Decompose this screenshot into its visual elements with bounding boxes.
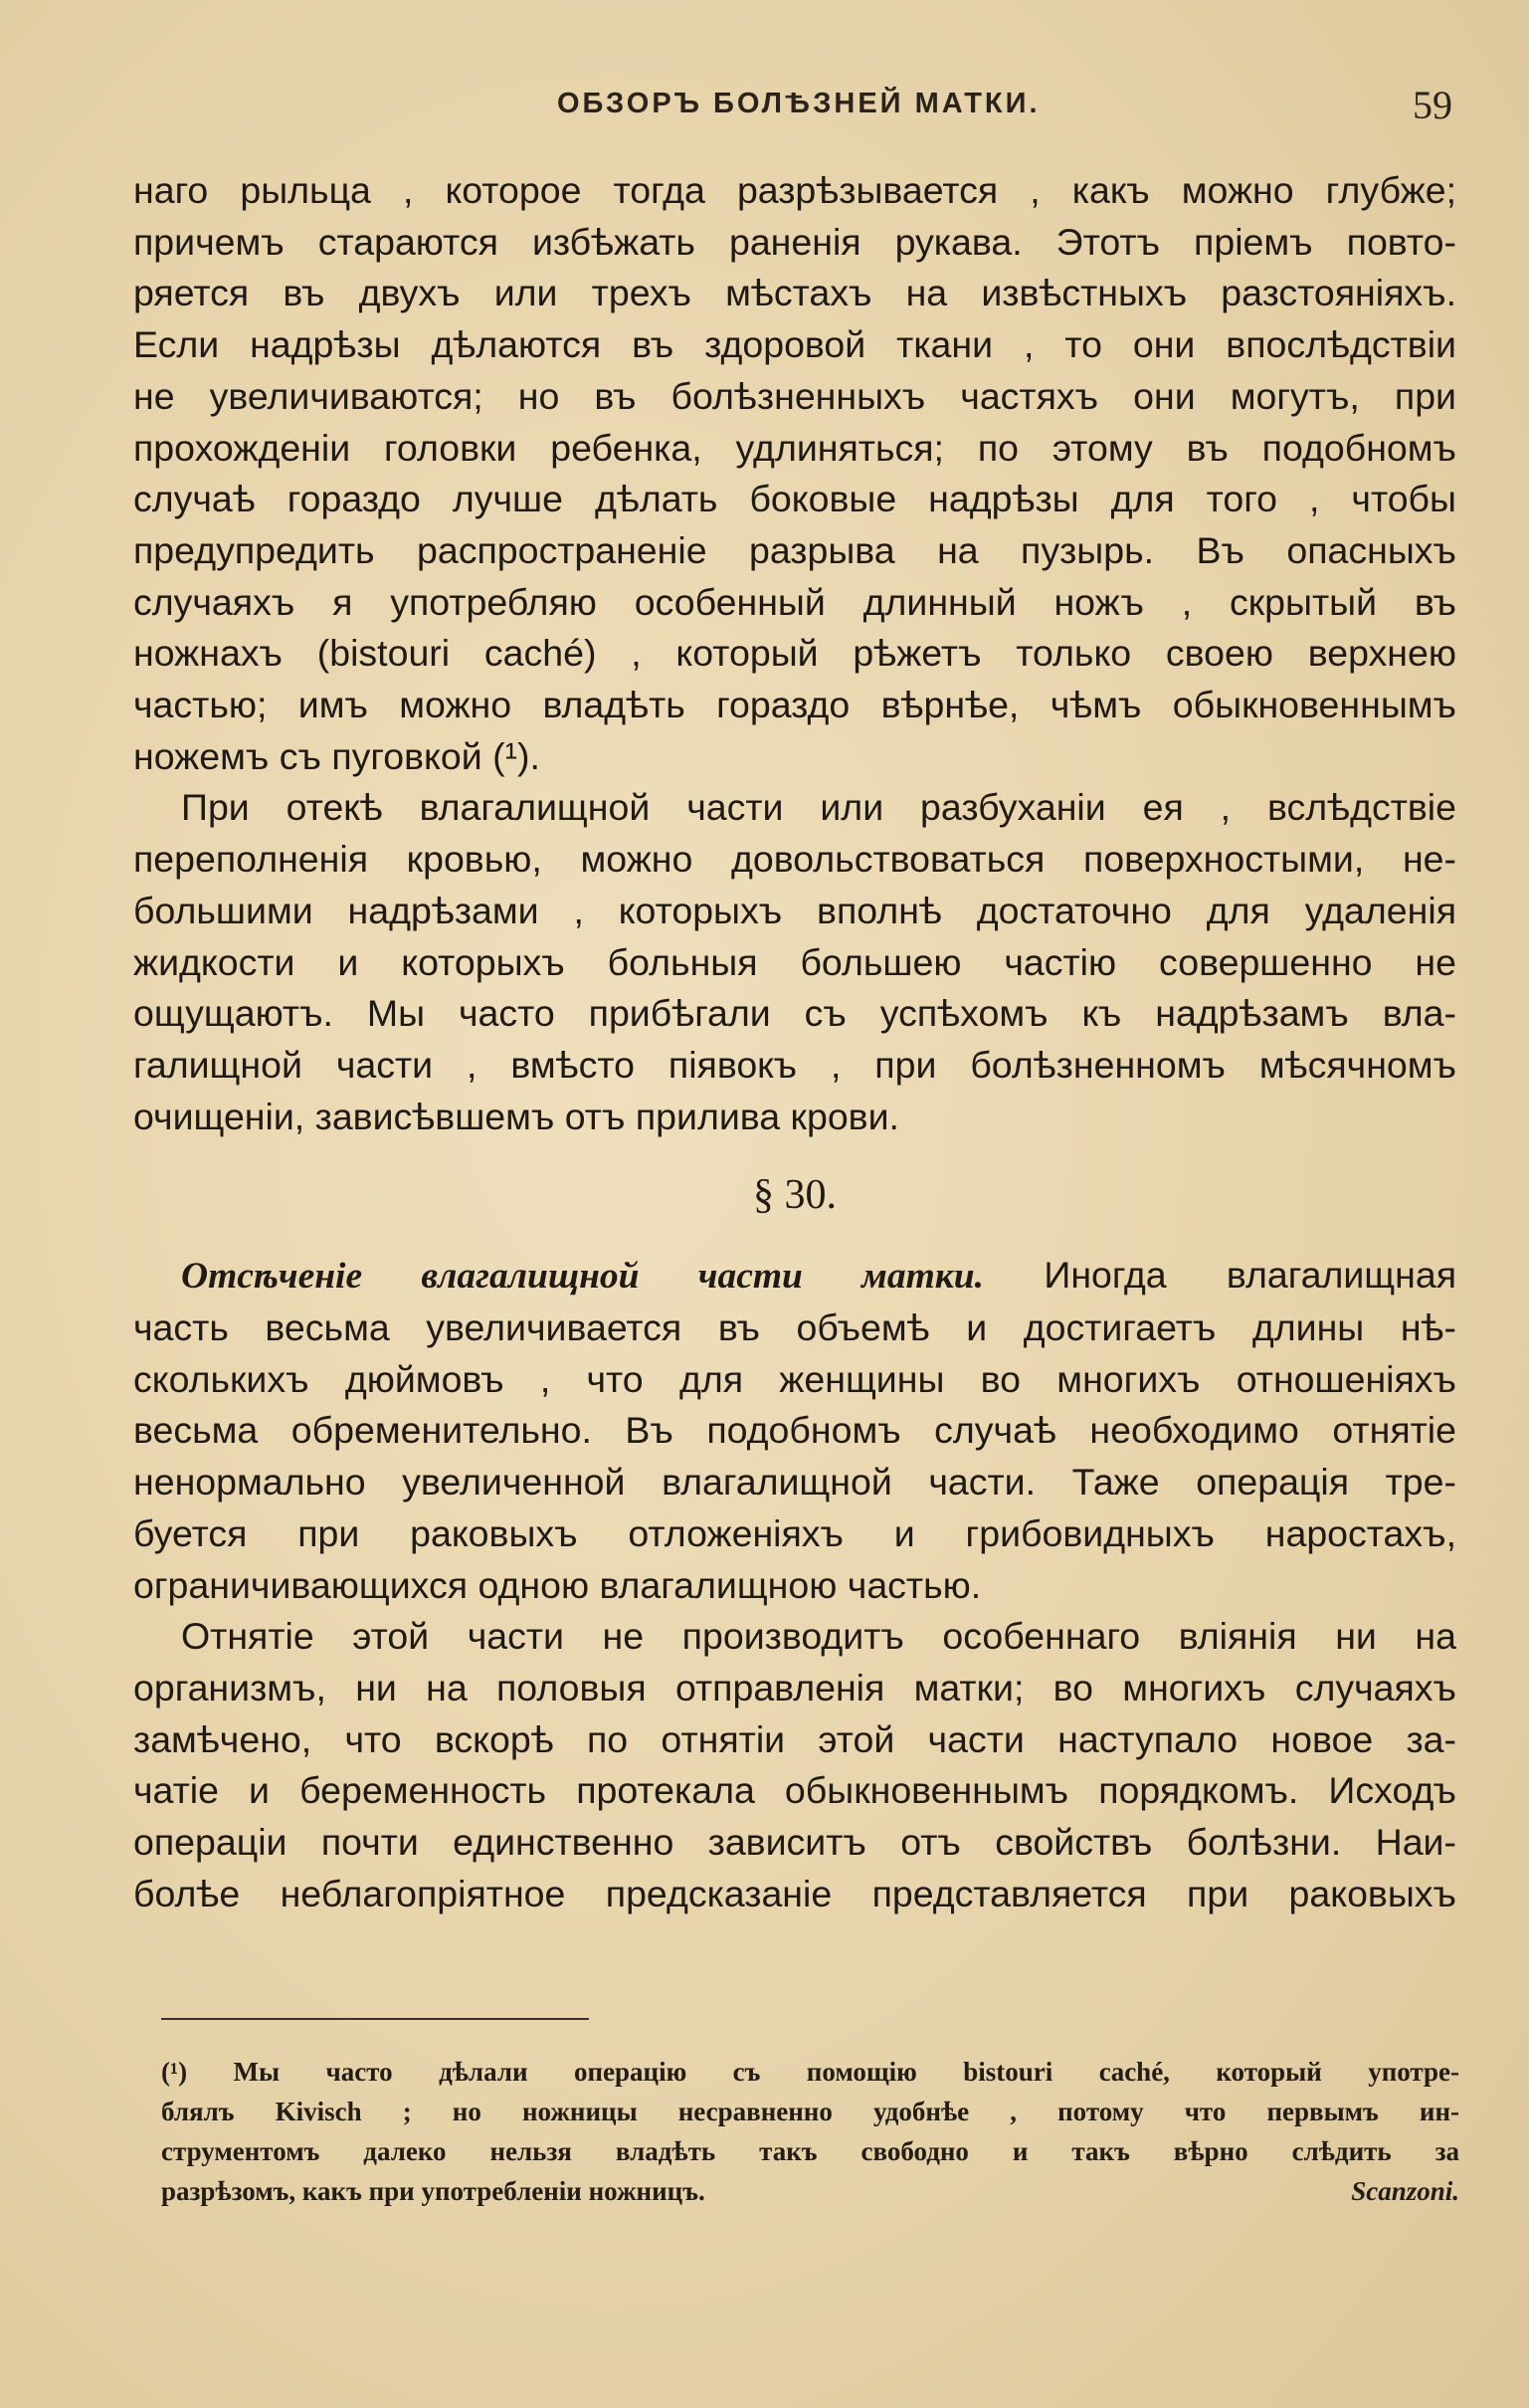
footnote xyxy=(161,2052,1459,2211)
text-line: При отекѣ влагалищной части или разбуханіи ея , вслѣдствіе xyxy=(181,786,1456,829)
text-line: частью; имъ можно владѣть гораздо вѣрнѣе, чѣмъ обыкновеннымъ xyxy=(133,684,1456,726)
text-line: прохожденіи головки ребенка, удлиняться; по этому въ подобномъ xyxy=(133,426,1456,469)
footnote-line: (¹) Мы часто дѣлали операцію съ помощію bistouri caché, который употре- xyxy=(161,2057,1459,2087)
text-line: ряется въ двухъ или трехъ мѣстахъ на извѣстныхъ разстояніяхъ. xyxy=(133,272,1456,314)
text-line: Если надрѣзы дѣлаются въ здоровой ткани , то они впослѣдствіи xyxy=(133,323,1456,366)
footnote-text: разрѣзомъ, какъ при употребленіи ножницъ. xyxy=(161,2176,705,2206)
text-line: замѣчено, что вскорѣ по отнятіи этой части наступало новое за- xyxy=(133,1717,1456,1760)
text-line: чатіе и беременность протекала обыкновеннымъ порядкомъ. Исходъ xyxy=(133,1769,1456,1812)
text-line xyxy=(133,1250,1456,1303)
text-line: случаѣ гораздо лучше дѣлать боковые надрѣзы для того , чтобы xyxy=(133,478,1456,520)
text-line: переполненія кровью, можно довольствоваться поверхностыми, не- xyxy=(133,838,1456,881)
text-line: ненормально увеличенной влагалищной части. Таже операція тре- xyxy=(133,1461,1456,1504)
text-line: предупредить распространеніе разрыва на пузырь. Въ опасныхъ xyxy=(133,528,1456,571)
text-line: причемъ стараются избѣжать раненія рукава. Этотъ пріемъ повто- xyxy=(133,220,1456,263)
text-line: наго рыльца , которое тогда разрѣзывается , какъ можно глубже; xyxy=(133,169,1456,211)
text-line: сколькихъ дюймовъ , что для женщины во многихъ отношеніяхъ xyxy=(133,1357,1456,1400)
paragraph-1 xyxy=(133,165,1456,782)
footnote-signature: Scanzoni. xyxy=(1351,2176,1459,2206)
text-line: болѣе неблагопріятное предсказаніе представляется при раковыхъ xyxy=(133,1872,1456,1914)
paragraph-4 xyxy=(133,1611,1456,1919)
text-line: ощущаютъ. Мы часто прибѣгали съ успѣхомъ къ надрѣзамъ вла- xyxy=(133,992,1456,1035)
text-line: очищеніи, зависѣвшемъ отъ прилива крови. xyxy=(133,1095,899,1137)
text-line: жидкости и которыхъ больныя большею частію совершенно не xyxy=(133,940,1456,983)
paragraph-2 xyxy=(133,782,1456,1142)
text-line: буется при раковыхъ отложеніяхъ и грибовидныхъ наростахъ, xyxy=(133,1511,1456,1554)
text-fragment: Иногда влагалищная xyxy=(1044,1254,1456,1297)
section-heading: § 30. xyxy=(753,1172,837,1219)
text-line: Отнятіе этой части не производитъ особеннаго вліянія ни на xyxy=(181,1615,1456,1658)
text-line: большими надрѣзами , которыхъ вполнѣ достаточно для удаленія xyxy=(133,889,1456,931)
paragraph-3 xyxy=(133,1250,1456,1611)
body-text xyxy=(133,165,1456,1920)
italic-lead: Отсѣченіе влагалищной части матки. xyxy=(181,1256,985,1298)
running-head: ОБЗОРЪ БОЛѢЗНЕЙ МАТКИ. xyxy=(557,88,1041,119)
text-line: организмъ, ни на половыя отправленія матки; во многихъ случаяхъ xyxy=(133,1666,1456,1708)
page-number: 59 xyxy=(1413,83,1452,127)
text-line: часть весьма увеличивается въ объемѣ и достигаетъ длины нѣ- xyxy=(133,1306,1456,1349)
text-line: ножемъ съ пуговкой (¹). xyxy=(133,734,540,777)
footnote-line: струментомъ далеко нельзя владѣть такъ свободно и такъ вѣрно слѣдить за xyxy=(161,2136,1459,2166)
text-line: ограничивающихся одною влагалищною частью. xyxy=(133,1563,982,1606)
text-line: операціи почти единственно зависитъ отъ свойствъ болѣзни. Наи- xyxy=(133,1821,1456,1864)
footnote-line: блялъ Kivisch ; но ножницы несравненно удобнѣе , потому что первымъ ин- xyxy=(161,2097,1459,2126)
footnote-line xyxy=(161,2171,1459,2211)
text-line: не увеличиваются; но въ болѣзненныхъ частяхъ они могутъ, при xyxy=(133,374,1456,417)
footnote-rule xyxy=(161,2018,589,2020)
text-line: случаяхъ я употребляю особенный длинный ножъ , скрытый въ xyxy=(133,580,1456,623)
page-header xyxy=(159,83,1452,137)
text-line: весьма обременительно. Въ подобномъ случаѣ необходимо отнятіе xyxy=(133,1409,1456,1452)
text-line: галищной части , вмѣсто піявокъ , при болѣзненномъ мѣсячномъ xyxy=(133,1043,1456,1086)
text-line: ножнахъ (bistouri caché) , который рѣжетъ только своею верхнею xyxy=(133,632,1456,675)
